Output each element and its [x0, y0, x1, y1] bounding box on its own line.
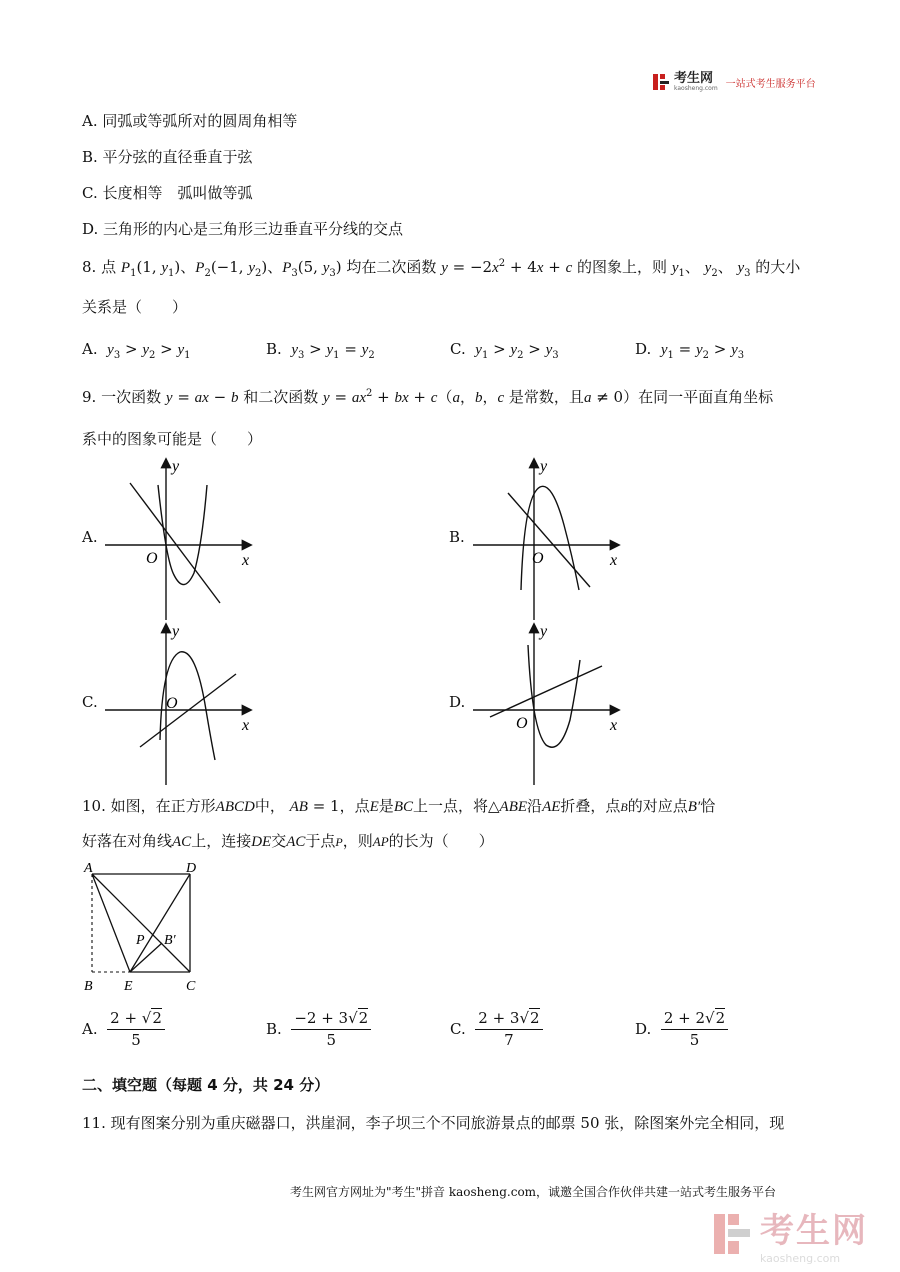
- q10-line2: 好落在对角线AC上，连接DE交AC于点P，则AP的长为（ ）: [82, 832, 494, 850]
- diagonal-ac: [92, 874, 190, 972]
- x-axis-label: x: [610, 552, 618, 569]
- q8-number: 8.: [82, 258, 97, 276]
- linear-graph: [130, 483, 220, 603]
- q10-stem: 10. 如图，在正方形ABCD中， AB = 1，点E是BC上一点，将△ABE沿AE折叠，点B的对应点B′恰: [82, 797, 716, 815]
- y-axis-label: y: [540, 458, 548, 475]
- label-a: A: [84, 861, 93, 876]
- y-axis-label: y: [172, 623, 180, 640]
- q11-stem: 11. 现有图案分别为重庆磁器口，洪崖洞，李子坝三个不同旅游景点的邮票 50 张，除图案外完全相同，现: [82, 1114, 785, 1132]
- section-title: 二、填空题（每题 4 分，共 24 分）: [82, 1076, 330, 1094]
- watermark: [712, 1203, 868, 1265]
- q9-graph-d: [468, 620, 633, 790]
- q7-option-b: B. 平分弦的直径垂直于弦: [82, 148, 253, 166]
- label-d: D: [186, 861, 197, 876]
- watermark-sub: kaosheng.com: [760, 1252, 841, 1265]
- q10-figure: [78, 858, 208, 996]
- segment-eb-prime: [130, 943, 162, 972]
- q9-graph-c: [100, 620, 265, 790]
- q10-text: 中，: [254, 797, 285, 815]
- q10-option-d: D. $\frac{2 + 2√2}{5}$: [635, 1010, 728, 1050]
- q10-number: 10.: [82, 797, 106, 815]
- q9-text: ）在同一平面直角坐标: [623, 388, 774, 406]
- q9-graph-b: [468, 455, 633, 625]
- y-axis-label: y: [540, 623, 548, 640]
- q9-line2: 系中的图象可能是（ ）: [82, 430, 263, 448]
- x-axis-label: x: [242, 552, 250, 569]
- q8-text: 的图象上，则: [577, 258, 668, 276]
- q8-text: 均在二次函数: [346, 258, 437, 276]
- watermark-logo-icon: [712, 1212, 752, 1256]
- q9-graph-label-c: C.: [82, 693, 98, 711]
- q8-option-c: C. $y_1 > y_2 > y_3$: [450, 340, 559, 361]
- q10-text: 的对应点: [627, 797, 688, 815]
- y-axis-label: y: [172, 458, 180, 475]
- x-axis-label: x: [610, 717, 618, 734]
- header-logo: [652, 72, 816, 92]
- origin-label: O: [146, 550, 158, 567]
- q10-text: 恰: [700, 797, 716, 815]
- q10-text: 沿: [527, 797, 543, 815]
- segment-ae: [92, 874, 130, 972]
- q10-text: 如图，在正方形: [110, 797, 216, 815]
- q8-stem: 8. 点 $P_1(1$, $y_1$)、$P_2(-1$, $y_2$)、$P_3(5$, $y_3$) 均在二次函数 $y = -2x^2 + 4x + c$ 的图象上，则 $y_1$、 $y_2$、 $y_3$ 的大小: [82, 258, 801, 279]
- q9-graph-label-d: D.: [449, 693, 466, 711]
- q10-text: 上一点，将: [412, 797, 488, 815]
- q10-option-b: B. $\frac{-2 + 3√2}{5}$: [266, 1010, 371, 1050]
- q7-option-d: D. 三角形的内心是三角形三边垂直平分线的交点: [82, 220, 404, 238]
- q8-option-d: D. $y_1 = y_2 > y_3$: [635, 340, 745, 361]
- label-e: E: [124, 979, 133, 994]
- q9-number: 9.: [82, 388, 97, 406]
- q9-text: 和二次函数: [243, 388, 319, 406]
- logo-text: 考生网: [674, 71, 714, 86]
- header-slogan: 一站式考生服务平台: [725, 78, 816, 90]
- q8-text: 点: [101, 258, 117, 276]
- origin-label: O: [532, 550, 544, 567]
- origin-label: O: [166, 695, 178, 712]
- q10-option-a: A. $\frac{2 + √2}{5}$: [82, 1010, 165, 1050]
- q9-text: 是常数，且: [508, 388, 584, 406]
- label-c: C: [186, 979, 196, 994]
- logo-wordmark: [674, 72, 718, 92]
- q9-stem: 9. 一次函数 y = ax − b 和二次函数 $y = ax^2$ + bx + c（a，b，c 是常数，且a ≠ 0）在同一平面直角坐标: [82, 388, 774, 406]
- label-p: P: [136, 933, 145, 948]
- logo-sub: kaosheng.com: [674, 85, 718, 92]
- q7-option-c: C. 长度相等 弧叫做等弧: [82, 184, 253, 202]
- q10-option-c: C. $\frac{2 + 3√2}{7}$: [450, 1010, 543, 1050]
- q8-line2: 关系是（ ）: [82, 298, 188, 316]
- q9-text: 一次函数: [101, 388, 162, 406]
- watermark-text: 考生网: [760, 1211, 868, 1251]
- logo-icon: [652, 73, 670, 91]
- label-b: B: [84, 979, 93, 994]
- linear-graph: [508, 493, 590, 587]
- q10-text: 是: [378, 797, 394, 815]
- q9-graph-a: [100, 455, 265, 625]
- q9-graph-label-b: B.: [449, 528, 465, 546]
- q8-option-a: A. $y_3 > y_2 > y_1$: [82, 340, 191, 361]
- q10-text: 折叠，点: [560, 797, 621, 815]
- segment-de: [130, 874, 190, 972]
- q9-graph-label-a: A.: [82, 528, 98, 546]
- parabola-graph: [521, 486, 579, 590]
- footer-text: 考生网官方网址为"考生"拼音 kaosheng.com，诚邀全国合作伙伴共建一站式考生服务平台: [290, 1185, 777, 1199]
- label-b-prime: B′: [164, 933, 176, 948]
- origin-label: O: [516, 715, 528, 732]
- q8-option-b: B. $y_3 > y_1 = y_2$: [266, 340, 375, 361]
- q7-option-a: A. 同弧或等弧所对的圆周角相等: [82, 112, 298, 130]
- q10-text: ，点: [339, 797, 370, 815]
- q8-text: 的大小: [755, 258, 801, 276]
- x-axis-label: x: [242, 717, 250, 734]
